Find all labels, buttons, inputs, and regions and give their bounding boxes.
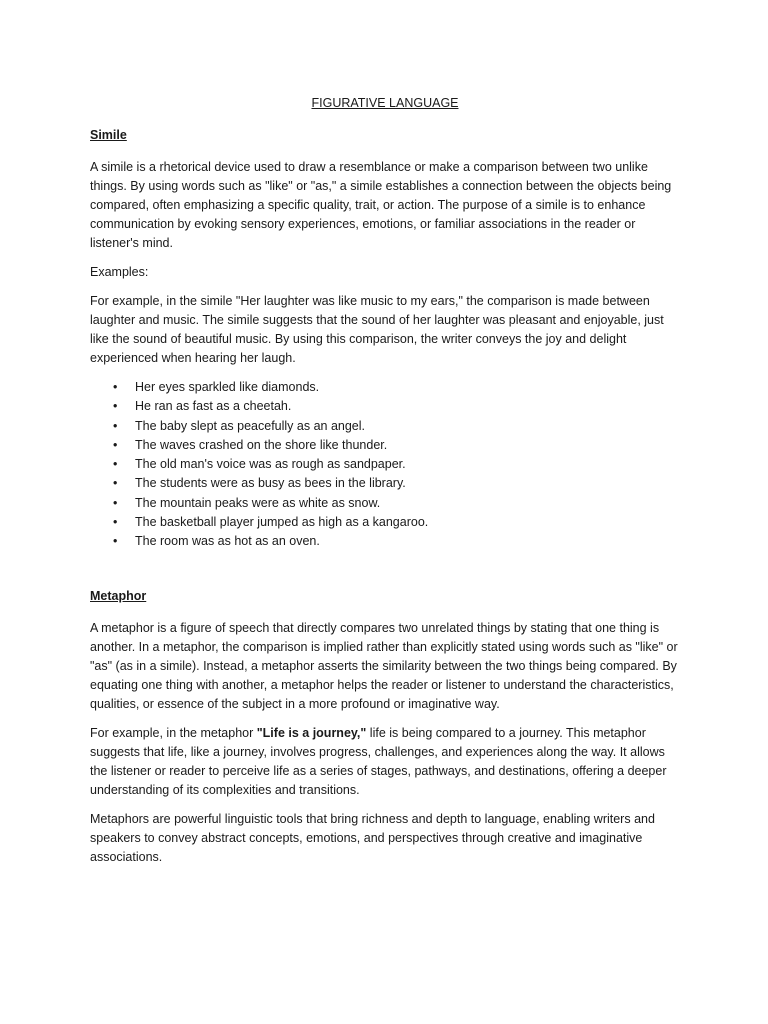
list-item-text: The baby slept as peacefully as an angel. xyxy=(135,418,366,433)
list-item xyxy=(90,397,680,416)
list-item-text: The mountain peaks were as white as snow. xyxy=(135,495,381,510)
list-item-text: He ran as fast as a cheetah. xyxy=(135,399,292,414)
bullet-icon: • xyxy=(113,418,118,433)
metaphor-example-intro: For example, in the metaphor xyxy=(90,725,257,740)
metaphor-definition: A metaphor is a figure of speech that directly compares two unrelated things by stating that one thing is another. In a metaphor, the comparison is implied rather than explicitly stated using words such as "like" or "as" (as in a simile). Instead, a metaphor asserts the similarity between the two things being compared. By equating one thing with another, a metaphor helps the reader or listener to understand the characteristics, qualities, or essence of the subject in a more profound or imaginative way. xyxy=(90,620,678,711)
metaphor-example-paragraph xyxy=(90,724,680,800)
list-item xyxy=(90,474,680,493)
document-body xyxy=(90,94,680,877)
list-item-text: Her eyes sparkled like diamonds. xyxy=(135,380,320,394)
bullet-icon: • xyxy=(113,399,118,414)
bullet-icon: • xyxy=(113,515,118,530)
bullet-icon: • xyxy=(113,437,118,452)
list-item-text: The waves crashed on the shore like thunder. xyxy=(135,437,388,452)
metaphor-example-quote: "Life is a journey," xyxy=(256,725,367,740)
examples-label: Examples: xyxy=(90,265,149,279)
list-item xyxy=(90,455,680,474)
metaphor-closing: Metaphors are powerful linguistic tools that bring richness and depth to language, enabling writers and speakers to convey abstract concepts, emotions, and perspectives through creative and imaginative associations. xyxy=(90,811,655,864)
bullet-icon: • xyxy=(113,495,118,510)
simile-heading: Simile xyxy=(90,128,127,142)
metaphor-heading: Metaphor xyxy=(90,588,147,603)
document-title: FIGURATIVE LANGUAGE xyxy=(311,96,459,110)
section-spacer xyxy=(90,552,680,587)
simile-definition: A simile is a rhetorical device used to draw a resemblance or make a comparison between two unlike things. By using words such as "like" or "as," a simile establishes a connection between the objects being compared, often emphasizing a specific quality, trait, or action. The purpose of a simile is to enhance communication by evoking sensory experiences, emotions, or familiar associations in the reader or listener's mind. xyxy=(90,160,672,250)
list-item-text: The old man's voice was as rough as sandpaper. xyxy=(135,457,406,472)
list-item xyxy=(90,494,680,513)
list-item xyxy=(90,378,680,397)
list-item-text: The basketball player jumped as high as a kangaroo. xyxy=(135,515,429,530)
list-item xyxy=(90,513,680,532)
list-item-text: The students were as busy as bees in the library. xyxy=(135,476,406,491)
bullet-icon: • xyxy=(113,380,118,394)
list-item-text: The room was as hot as an oven. xyxy=(135,534,320,549)
list-item xyxy=(90,417,680,436)
list-item xyxy=(90,436,680,455)
simile-example-paragraph: For example, in the simile "Her laughter was like music to my ears," the comparison is made between laughter and music. The simile suggests that the sound of her laughter was pleasant and enjoyable, just like the sound of beautiful music. By using this comparison, the writer conveys the joy and delight experienced when hearing her laugh. xyxy=(90,294,664,365)
metaphor-example-rest: life is being compared to a journey. This metaphor suggests that life, like a journey, involves progress, challenges, and experiences along the way. It allows the listener or reader to perceive life as a series of stages, pathways, and destinations, offering a deeper understanding of its complexities and transitions. xyxy=(90,725,667,797)
bullet-icon: • xyxy=(113,534,118,549)
bullet-icon: • xyxy=(113,476,118,491)
bullet-icon: • xyxy=(113,457,118,472)
list-item xyxy=(90,532,680,551)
simile-examples-list xyxy=(90,378,680,552)
